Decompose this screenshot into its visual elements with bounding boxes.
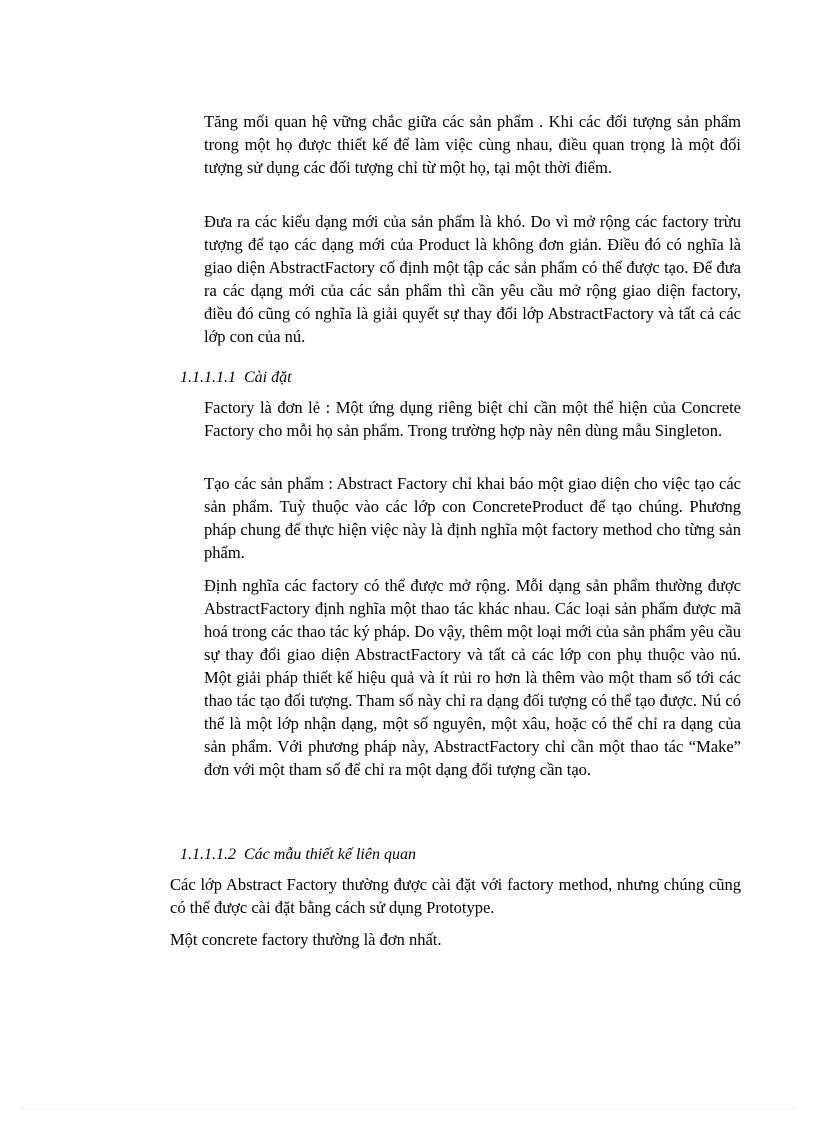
- section-number: 1.1.1.1.2: [180, 846, 236, 863]
- section-title: Cài đặt: [244, 369, 292, 386]
- section-title: Các mẫu thiết kế liên quan: [244, 846, 416, 863]
- paragraph-factory-singleton: Factory là đơn lẻ : Một ứng dụng riêng biệt chỉ cần một thể hiện của Concrete Factory cho mỗi họ sản phẩm. Trong trường hợp này nên dùng mẫu Singleton.: [204, 398, 741, 440]
- paragraph-concrete-factory-singleton: Một concrete factory thường là đơn nhất.: [170, 930, 442, 949]
- page-bottom-divider: [20, 1108, 796, 1109]
- section-number: 1.1.1.1.1: [180, 369, 236, 386]
- section-heading-implementation: [180, 366, 292, 389]
- paragraph-factory-method-prototype: Các lớp Abstract Factory thường được cài đặt với factory method, nhưng chúng cũng có thể được cài đặt bằng cách sử dụng Prototype.: [170, 875, 741, 917]
- paragraph-extensible-factories: Định nghĩa các factory có thể được mở rộng. Mỗi dạng sản phẩm thường được AbstractFactory định nghĩa một thao tác khác nhau. Các loại sản phẩm được mã hoá trong các thao tác ký pháp. Do vậy, thêm một loại mới của sản phẩm yêu cầu sự thay đổi giao diện AbstractFactory và tất cả các lớp con phụ thuộc vào nú. Một giải pháp thiết kế hiệu quả và ít rủi ro hơn là thêm vào một tham số tới các thao tác tạo đối tượng. Tham số này chỉ ra dạng đối tượng có thể tạo được. Nú có thể là một lớp nhận dạng, một số nguyên, một xâu, hoặc có thể chỉ ra dạng của sản phẩm. Với phương pháp này, AbstractFactory chỉ cần một thao tác “Make” đơn với một tham số để chỉ ra một dạng đối tượng cần tạo.: [204, 576, 741, 779]
- paragraph-creating-products: Tạo các sản phẩm : Abstract Factory chỉ khai báo một giao diện cho việc tạo các sản phẩm. Tuỳ thuộc vào các lớp con ConcreteProduct để tạo chúng. Phương pháp chung để thực hiện việc này là định nghĩa một factory method cho từng sản phẩm.: [204, 474, 741, 562]
- paragraph-product-consistency: Tăng mối quan hệ vững chắc giữa các sản phẩm . Khi các đối tượng sản phẩm trong một họ được thiết kế để làm việc cùng nhau, điều quan trọng là một đối tượng sử dụng các đối tượng chỉ từ một họ, tại một thời điểm.: [204, 112, 741, 177]
- paragraph-new-product-kinds: Đưa ra các kiểu dạng mới của sản phẩm là khó. Do vì mở rộng các factory trừu tượng để tạo các dạng mới của Product là không đơn giản. Điều đó có nghĩa là giao diện AbstractFactory cố định một tập các sản phẩm có thể được tạo. Để đưa ra các dạng mới của các sản phẩm thì cần yêu cầu mở rộng giao diện factory, điều đó cũng có nghĩa là giải quyết sự thay đổi lớp AbstractFactory và tất cả các lớp con của nú.: [204, 212, 741, 346]
- section-heading-related-patterns: [180, 843, 416, 866]
